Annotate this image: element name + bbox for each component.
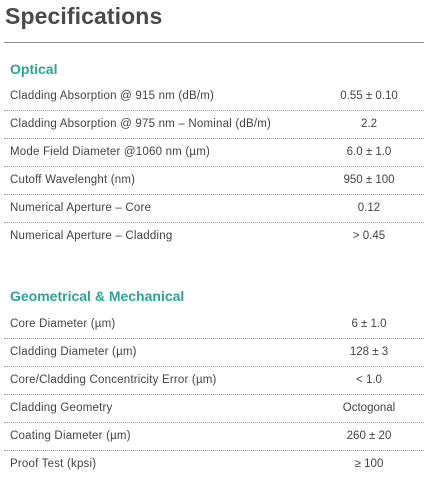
row-value: 6 ± 1.0 xyxy=(351,318,387,330)
table-row xyxy=(4,423,424,451)
table-row xyxy=(4,83,424,111)
row-value: 2.2 xyxy=(361,118,377,130)
row-value: 0.12 xyxy=(357,202,381,214)
table-row xyxy=(4,195,424,223)
row-value: 6.0 ± 1.0 xyxy=(346,146,392,158)
row-label: Coating Diameter (µm) xyxy=(10,430,131,442)
row-label: Cladding Geometry xyxy=(10,402,113,414)
row-label: Core/Cladding Concentricity Error (µm) xyxy=(10,374,217,386)
row-label: Cladding Absorption @ 975 nm – Nominal (dB/m) xyxy=(10,118,272,130)
row-label: Core Diameter (µm) xyxy=(10,318,116,330)
row-label: Cladding Diameter (µm) xyxy=(10,346,137,358)
row-label: Proof Test (kpsi) xyxy=(10,458,97,470)
table-row xyxy=(4,223,424,251)
title-divider xyxy=(4,42,424,43)
optical-spec-table xyxy=(4,83,424,251)
table-row xyxy=(4,139,424,167)
row-value: ≥ 100 xyxy=(354,458,384,470)
table-row xyxy=(4,311,424,339)
row-value: < 1.0 xyxy=(356,374,382,386)
row-value: > 0.45 xyxy=(352,230,386,242)
geometrical-spec-table xyxy=(4,311,424,479)
row-value: 950 ± 100 xyxy=(343,174,395,186)
table-row xyxy=(4,339,424,367)
row-label: Numerical Aperture – Core xyxy=(10,202,152,214)
row-value: 128 ± 3 xyxy=(349,346,389,358)
row-value: 0.55 ± 0.10 xyxy=(340,90,398,102)
table-row xyxy=(4,111,424,139)
row-label: Mode Field Diameter @1060 nm (µm) xyxy=(10,146,211,158)
row-value: Octogonal xyxy=(342,402,396,414)
table-row xyxy=(4,167,424,195)
section-title-optical: Optical xyxy=(10,61,58,77)
row-label: Numerical Aperture – Cladding xyxy=(10,230,173,242)
row-label: Cutoff Wavelenght (nm) xyxy=(10,174,136,186)
page-title: Specifications xyxy=(5,3,163,29)
table-row xyxy=(4,367,424,395)
row-value: 260 ± 20 xyxy=(346,430,392,442)
row-label: Cladding Absorption @ 915 nm (dB/m) xyxy=(10,90,215,102)
section-title-geometrical-mechanical: Geometrical & Mechanical xyxy=(10,288,185,304)
table-row xyxy=(4,395,424,423)
table-row xyxy=(4,451,424,479)
